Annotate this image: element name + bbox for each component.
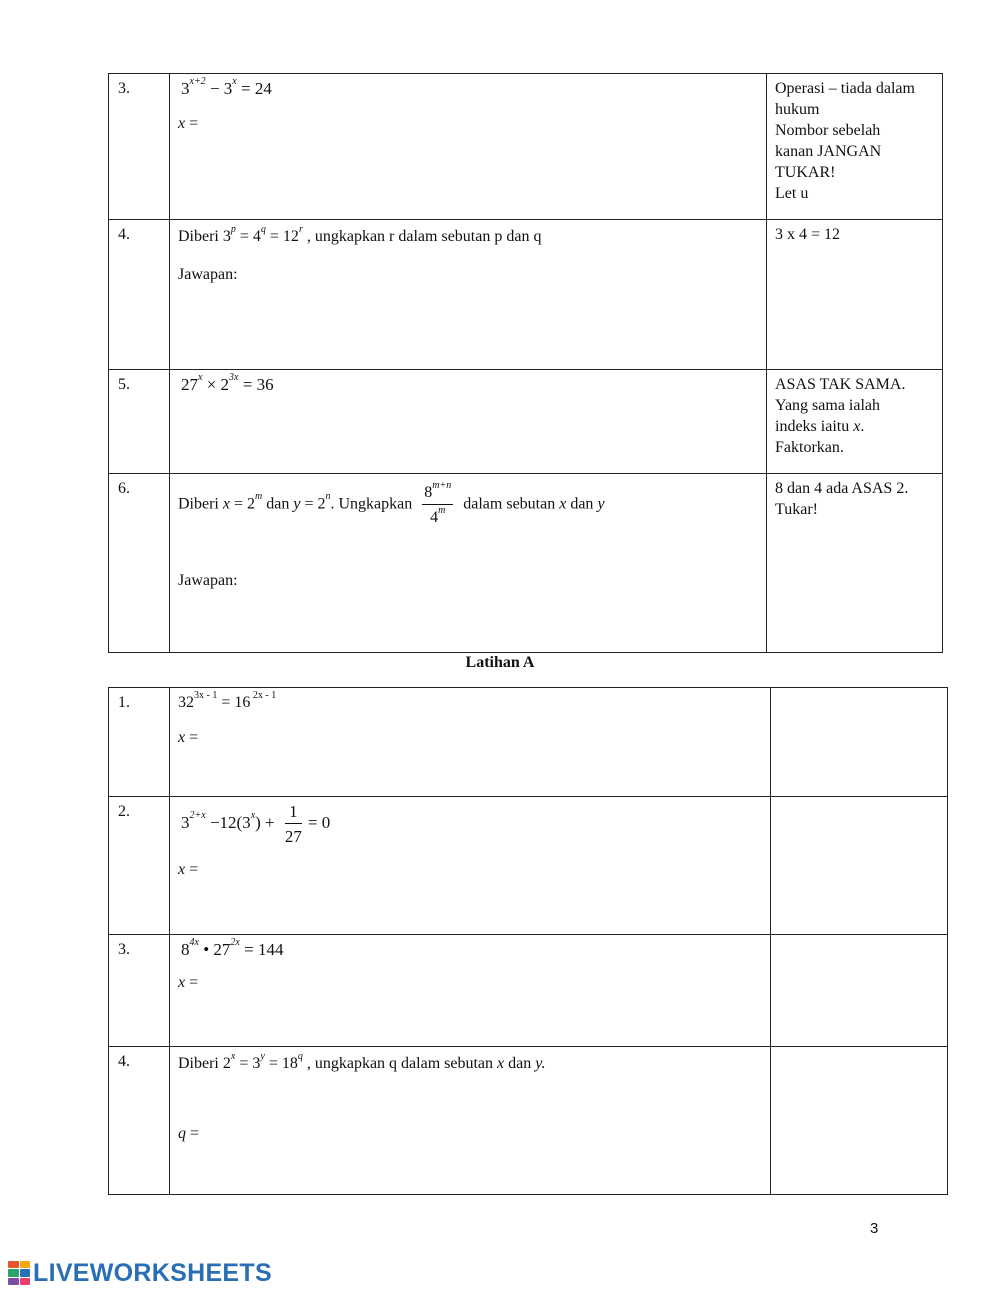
question-cell: [170, 370, 767, 474]
question-cell: $32^{3x - 1} = 16$ $^{2x - 1}$ x =: [170, 688, 771, 797]
question-text: , ungkapkan r dalam sebutan p dan q: [302, 228, 542, 245]
row-number: 4.: [109, 220, 170, 370]
question-text: Diberi: [178, 228, 223, 245]
equation-term: = 16: [217, 694, 251, 711]
question-cell: $3^{2+x} -12(3^x)$ + $\frac{1}{27}$ = 0 x =: [170, 797, 771, 935]
answer-label: Jawapan:: [178, 266, 238, 283]
answer-box[interactable]: [771, 1047, 948, 1195]
answer-box[interactable]: [771, 797, 948, 935]
equation-term: 3: [223, 79, 233, 98]
row-number: 5.: [109, 370, 170, 474]
hint-line: TUKAR!: [775, 164, 836, 181]
hint-line: 3 x 4 = 12: [775, 226, 841, 243]
hint-line: 8 dan 4 ada ASAS 2.: [775, 480, 909, 497]
answer-variable: x: [178, 974, 186, 991]
answer-box[interactable]: [771, 935, 948, 1047]
row-number: 3.: [109, 74, 170, 220]
equation-term: 27: [181, 375, 198, 394]
table-row: [109, 370, 943, 474]
table-row: [109, 220, 943, 370]
equation-term: × 2: [202, 375, 230, 394]
exponent: 3x - 1: [194, 689, 218, 701]
exponent: x: [198, 372, 203, 384]
hint-line: Operasi – tiada dalam: [775, 80, 915, 97]
question-text: Diberi: [178, 495, 223, 513]
hint-line: Faktorkan.: [775, 439, 844, 456]
row-number: 4.: [109, 1047, 170, 1195]
equation-term: = 12: [265, 228, 299, 245]
question-cell: Diberi $2^x = 3^y = 18^q$ , ungkapkan q dalam sebutan x dan y. q =: [170, 1047, 771, 1195]
hint-line: kanan JANGAN: [775, 143, 882, 160]
row-number: 2.: [109, 797, 170, 935]
operator: −: [205, 79, 224, 98]
hint-cell: [767, 370, 943, 474]
equation-term: 3: [222, 228, 231, 245]
table-row: [109, 797, 948, 935]
answer-input[interactable]: [178, 748, 770, 792]
equation-rhs: = 36: [238, 375, 274, 394]
brand-logo-icon: [8, 1261, 30, 1285]
fraction: $\frac{8^{m+n}}{4^m}$: [424, 479, 452, 526]
exponent: r: [298, 223, 303, 235]
exponent: x: [232, 76, 237, 88]
worksheet-table-2: [108, 687, 948, 1195]
table-row: [109, 688, 948, 797]
answer-variable: x: [178, 115, 186, 132]
hint-line: hukum: [775, 101, 820, 118]
exponent: q: [260, 223, 266, 235]
answer-variable: q: [178, 1125, 186, 1142]
brand-name: LIVEWORKSHEETS: [33, 1258, 272, 1287]
question-cell: [170, 220, 767, 370]
equation-rhs: = 24: [236, 79, 272, 98]
hint-line: Yang sama ialah: [775, 397, 881, 414]
hint-line: indeks iaitu x.: [775, 418, 865, 435]
hint-cell: [767, 74, 943, 220]
answer-variable: x: [178, 861, 186, 878]
hint-line: ASAS TAK SAMA.: [775, 376, 906, 393]
row-number: 1.: [109, 688, 170, 797]
hint-line: Let u: [775, 185, 809, 202]
liveworksheets-logo[interactable]: [8, 1258, 272, 1288]
exponent: x+2: [189, 76, 206, 88]
question-cell: Diberi $x = 2^m$ dan $y = 2^n$. Ungkapkan $\frac{8^{m+n}}{4^m}$ dalam sebutan x dan y Jawapan:: [170, 474, 767, 653]
equation-term: 32: [178, 694, 194, 711]
fraction: $\frac{1}{27}$: [284, 802, 302, 846]
section-title: Latihan A: [465, 654, 535, 671]
hint-cell: [767, 474, 943, 653]
table-row: [109, 474, 943, 653]
hint-line: Nombor sebelah: [775, 122, 881, 139]
question-cell: [170, 74, 767, 220]
row-number: 3.: [109, 935, 170, 1047]
exponent: 2x - 1: [250, 689, 277, 701]
question-cell: $8^{4x}$ • $27^{2x} = 144$ x =: [170, 935, 771, 1047]
exponent: 3x: [229, 372, 239, 384]
answer-box[interactable]: [771, 688, 948, 797]
table-row: [109, 935, 948, 1047]
page-number: 3: [870, 1220, 879, 1237]
answer-equals: =: [185, 115, 199, 132]
worksheet-table-1: [108, 73, 943, 653]
row-number: 6.: [109, 474, 170, 653]
equation-term: 3: [181, 79, 190, 98]
table-row: [109, 1047, 948, 1195]
answer-variable: x: [178, 729, 186, 746]
equation-term: = 4: [235, 228, 261, 245]
hint-cell: [767, 220, 943, 370]
hint-line: Tukar!: [775, 501, 818, 518]
exponent: p: [230, 223, 236, 235]
table-row: [109, 74, 943, 220]
answer-label: Jawapan:: [178, 572, 238, 589]
